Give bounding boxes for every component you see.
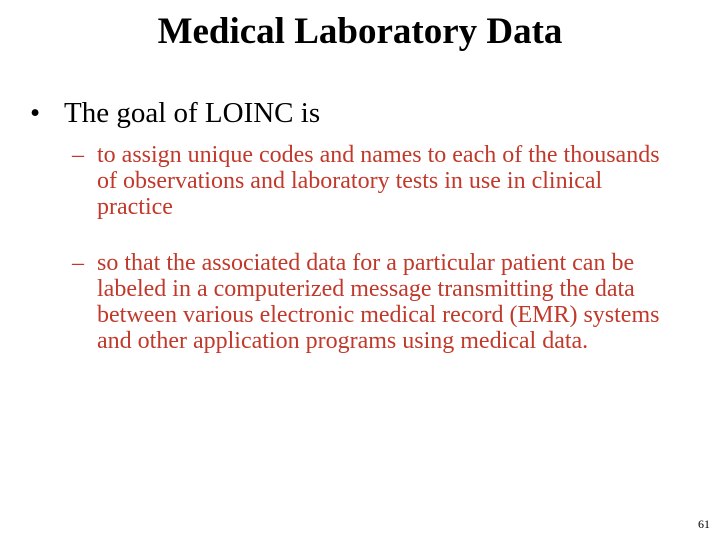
bullet-marker: • [30, 97, 41, 129]
sub-bullet-dash: – [72, 250, 84, 276]
sub-bullet-item [72, 250, 662, 354]
sub-bullet-text: so that the associated data for a particular patient can be labeled in a computerized message transmitting the data between various electronic medical record (EMR) systems and other application programs using medical data. [97, 250, 660, 354]
sub-bullet-text: to assign unique codes and names to each of the thousands of observations and laboratory tests in use in clinical practice [97, 142, 660, 220]
slide-title: Medical Laboratory Data [157, 11, 563, 52]
sub-bullet-dash: – [72, 142, 84, 168]
page-number: 61 [698, 517, 710, 531]
bullet-item [30, 94, 320, 132]
sub-bullet-item [72, 142, 662, 220]
bullet-text: The goal of LOINC is [64, 97, 321, 129]
